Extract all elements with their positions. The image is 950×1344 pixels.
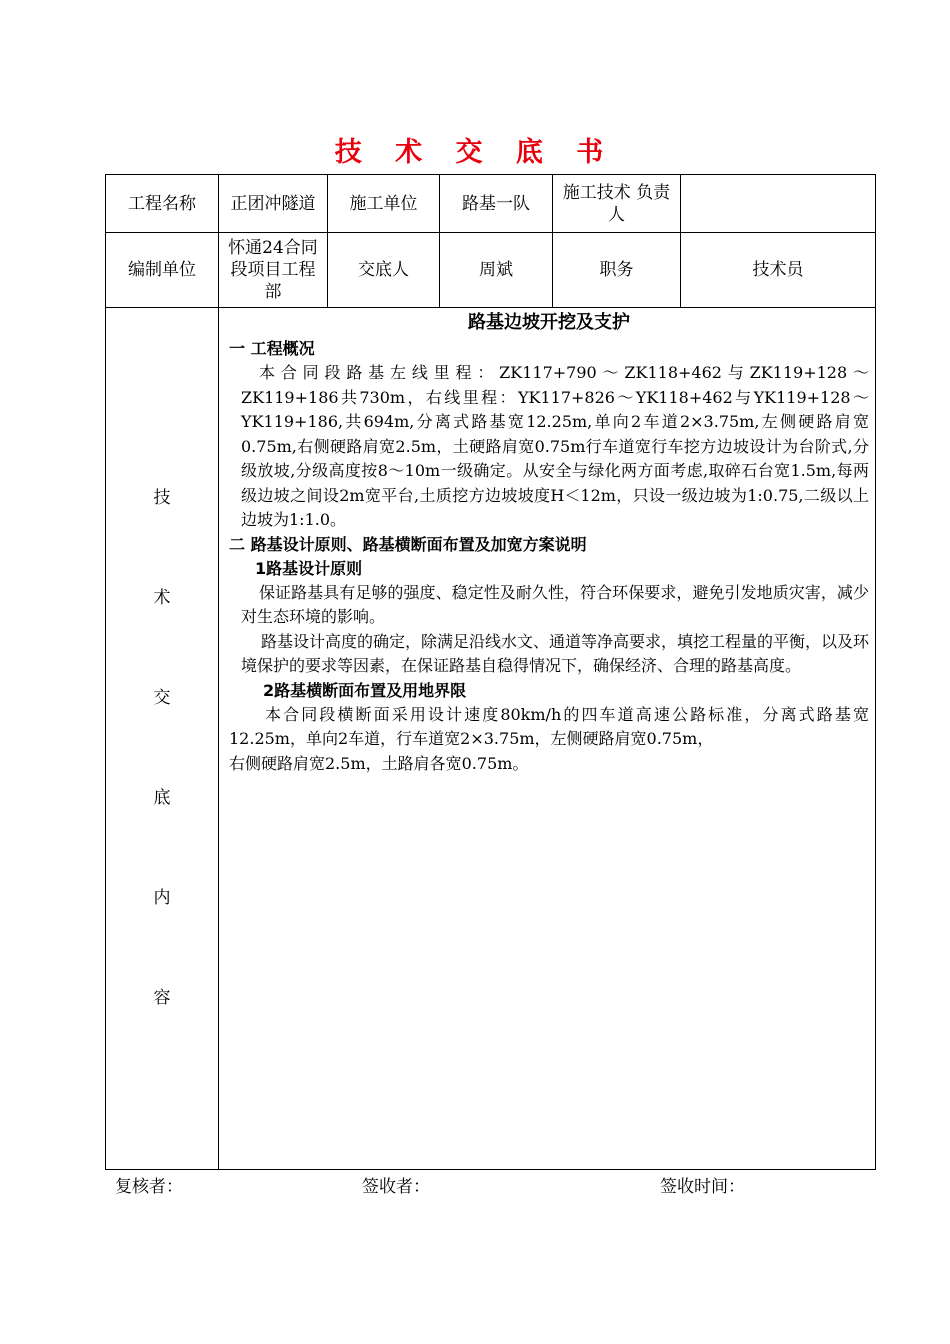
- content-side-label: [106, 308, 219, 1170]
- side-char: 容: [153, 988, 171, 1008]
- subsection-1-heading: 1路基设计原则: [255, 558, 363, 578]
- position-label: 职务: [553, 233, 681, 308]
- position-value: 技术员: [681, 233, 876, 308]
- receive-time-label: 签收时间：: [660, 1177, 745, 1197]
- side-char: 术: [153, 588, 171, 608]
- project-name-label: 工程名称: [106, 175, 219, 233]
- section-1-body: 本合同段路基左线里程：ZK117+790～ZK118+462与ZK119+128～ZK119+186共730m，右线里程：YK117+826～YK118+462与YK119+128～YK119+186,共694m,分离式路基宽12.25m,单向2车道2×3.75m,左侧硬路肩宽0.75m,右侧硬路肩宽2.5m，土硬路肩宽0.75m行车道宽行车挖方边坡设计为台阶式,分级放坡,分级高度按8～10m一级确定。从安全与绿化两方面考虑,取碎石台宽1.5m,每两级边坡之间设2m宽平台,土质挖方边坡坡度H＜12m，只设一级边坡为1:0.75,二级以上边坡为1:1.0。: [241, 363, 869, 529]
- project-name-value: 正团冲隧道: [219, 175, 328, 233]
- subsection-2-para: 本合同段横断面采用设计速度80km/h的四车道高速公路标准，分离式路基宽12.25m，单向2车道，行车道宽2×3.75m，左侧硬路肩宽0.75m，: [229, 704, 869, 748]
- discloser-label: 交底人: [328, 233, 440, 308]
- content-body: [219, 308, 876, 1170]
- tech-lead-label: 施工技术 负责 人: [553, 175, 681, 233]
- tech-lead-value: [681, 175, 876, 233]
- side-char: 技: [153, 488, 171, 508]
- side-char: 内: [153, 888, 171, 908]
- document-title: 技 术 交 底 书: [334, 137, 616, 168]
- subsection-1-para-2: 路基设计高度的确定，除满足沿线水文、通道等净高要求，填挖工程量的平衡，以及环境保护的要求等因素，在保证路基自稳得情况下，确保经济、合理的路基高度。: [241, 631, 870, 675]
- header-row-2: [106, 233, 876, 308]
- section-2-heading: 二 路基设计原则、路基横断面布置及加宽方案说明: [229, 534, 587, 554]
- side-char: 交: [153, 688, 171, 708]
- subsection-2-para-cont: 右侧硬路肩宽2.5m，土路肩各宽0.75m。: [229, 753, 529, 773]
- subsection-1-para-1: 保证路基具有足够的强度、稳定性及耐久性，符合环保要求，避免引发地质灾害，减少对生态环境的影响。: [241, 582, 869, 626]
- discloser-value: 周斌: [440, 233, 553, 308]
- reviewer-label: 复核者：: [115, 1177, 183, 1197]
- construction-unit-label: 施工单位: [328, 175, 440, 233]
- compiler-unit-value: 怀通24合同段项目工程部: [219, 233, 328, 308]
- compiler-unit-label: 编制单位: [106, 233, 219, 308]
- header-row-1: [106, 175, 876, 233]
- content-subtitle: 路基边坡开挖及支护: [468, 312, 630, 333]
- receiver-label: 签收者：: [362, 1177, 430, 1197]
- side-char: 底: [153, 788, 171, 808]
- disclosure-table: [105, 174, 876, 1170]
- content-row: [106, 308, 876, 1170]
- construction-unit-value: 路基一队: [440, 175, 553, 233]
- subsection-2-heading: 2路基横断面布置及用地界限: [263, 680, 467, 700]
- section-1-heading: 一 工程概况: [229, 339, 315, 358]
